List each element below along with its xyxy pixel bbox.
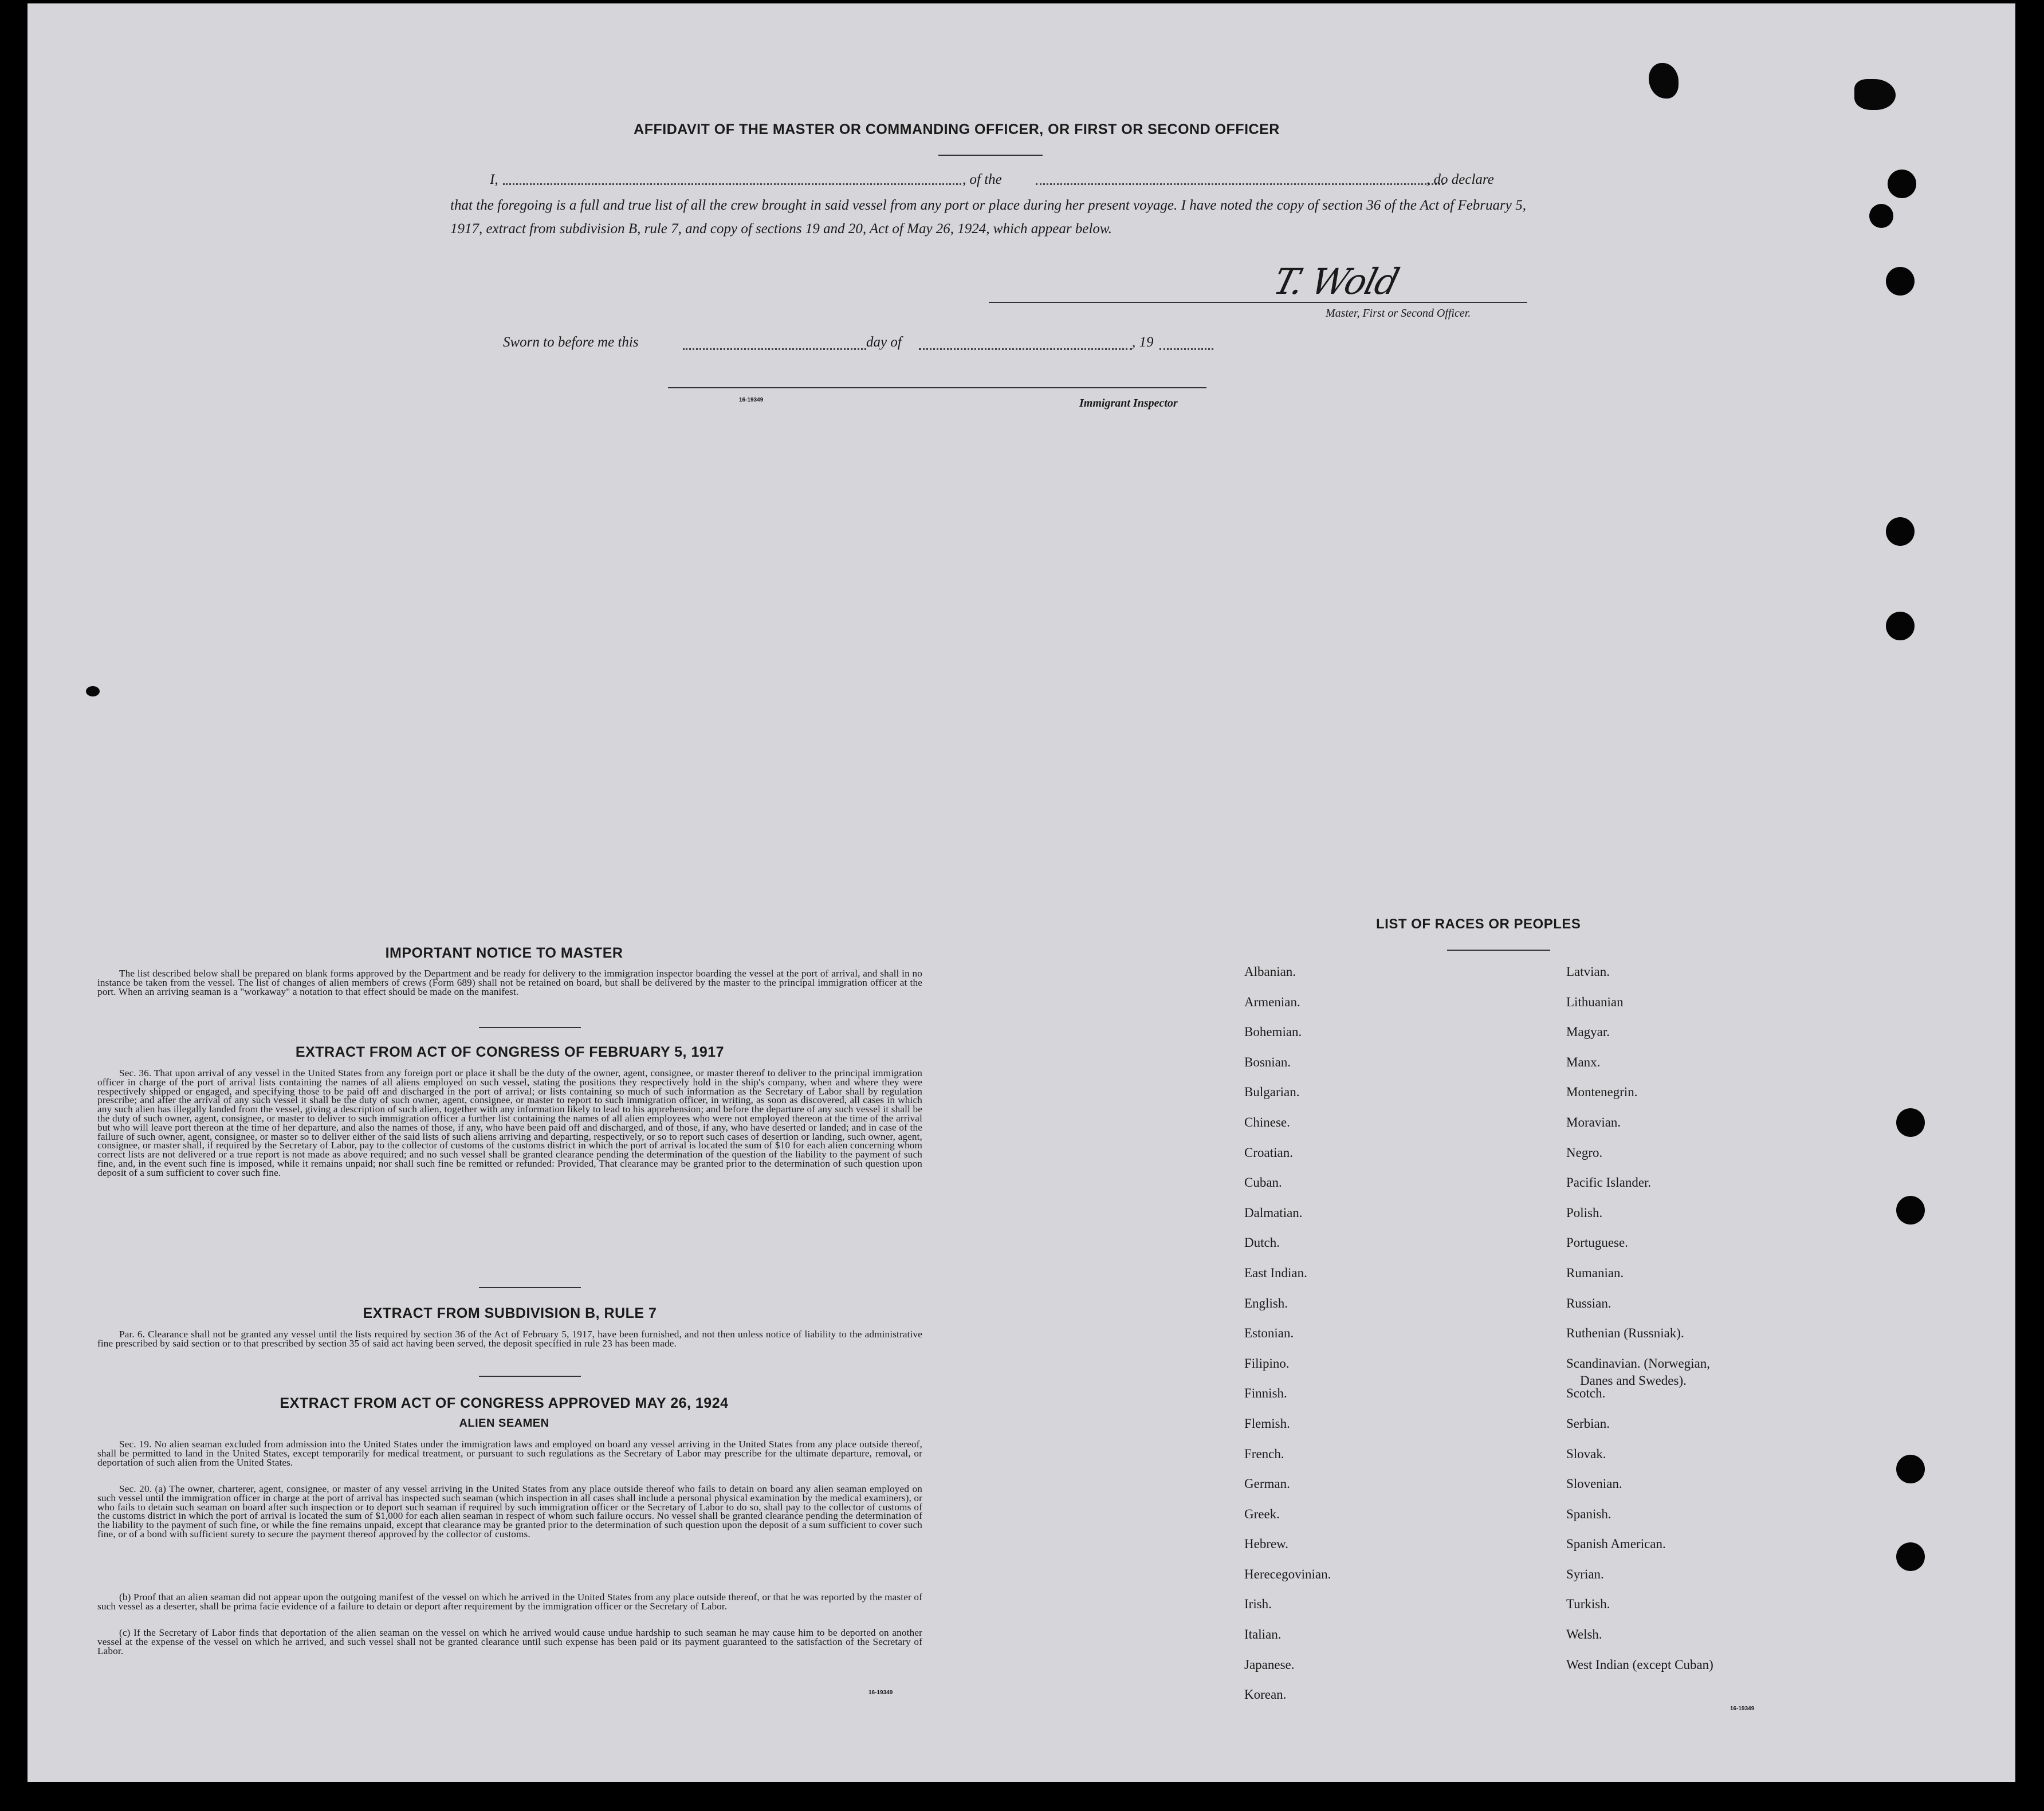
- extract-1924-title: EXTRACT FROM ACT OF CONGRESS APPROVED MAY 26, 1924: [280, 1395, 729, 1411]
- punch-hole: [1886, 612, 1915, 640]
- race-item: Albanian.: [1244, 964, 1296, 979]
- race-item: Finnish.: [1244, 1386, 1287, 1401]
- race-item: Japanese.: [1244, 1657, 1295, 1672]
- inspector-signature-line: [668, 387, 1206, 388]
- race-item: Negro.: [1566, 1145, 1603, 1160]
- name-field[interactable]: [503, 183, 961, 185]
- affidavit-form-number: 16-19349: [739, 397, 764, 403]
- notice-rule: [479, 1027, 581, 1028]
- races-right-column: [1566, 964, 1887, 1687]
- race-item: Syrian.: [1566, 1566, 1604, 1581]
- year-label: , 19: [1132, 334, 1154, 350]
- race-item: Portuguese.: [1566, 1235, 1628, 1250]
- race-item: Polish.: [1566, 1205, 1603, 1220]
- extract-form-number: 16-19349: [868, 1690, 893, 1696]
- sec20a-text: Sec. 20. (a) The owner, charterer, agent, consignee, or master of any vessel arriving in the United States from any place outside thereof who fails to detain on board any alien seaman employed on such vessel until the immigration officer in charge at the port of arrival has inspected such seaman (which inspection in all cases shall include a personal physical examination by the medical examiners), or who fails to detain such seaman on board after such inspection or to deport such seaman if required by such immigration officer or the Secretary of Labor to do so, shall pay to the collector of customs of the customs district in which the port of arrival is located the sum of $1,000 for each alien seaman in respect of whom such failure occurs. No vessel shall be granted clearance pending the determination of the liability to the payment of such fine, or while the fine remains unpaid, except that clearance may be granted prior to the determination of such question upon the deposit of a sum sufficient to cover such fine, or of a bond with sufficient surety to secure the payment thereof approved by the collector of customs.: [97, 1483, 922, 1540]
- race-item: Lithuanian: [1566, 994, 1624, 1009]
- races-left-column: [1244, 964, 1531, 1718]
- rule7-rule: [479, 1376, 581, 1377]
- affidavit-body: that the foregoing is a full and true list of all the crew brought in said vessel from any port or place during her present voyage. I have noted the copy of section 36 of the Act of February 5, 1917, extract from subdivision B, rule 7, and copy of sections 19 and 20, Act of May 26, 1924, which appear below.: [450, 198, 1526, 237]
- race-item: French.: [1244, 1446, 1284, 1461]
- alien-seamen-subtitle: ALIEN SEAMEN: [459, 1417, 549, 1430]
- punch-hole: [1886, 517, 1915, 546]
- title-rule: [938, 155, 1043, 156]
- race-item: Estonian.: [1244, 1326, 1294, 1341]
- sec20c-text: (c) If the Secretary of Labor finds that deportation of the alien seaman on the vessel on which he arrived would cause undue hardship to such seaman he may cause him to be deported on another vessel at the expense of the vessel on which he arrived, and such vessel shall not be granted clearance until such expense has been paid or its payment guaranteed to the satisfaction of the Secretary of Labor.: [97, 1627, 922, 1656]
- punch-hole: [1869, 204, 1893, 228]
- vessel-field[interactable]: [1036, 183, 1444, 185]
- race-item: Chinese.: [1244, 1115, 1290, 1129]
- race-item: Armenian.: [1244, 994, 1300, 1009]
- race-item: English.: [1244, 1296, 1288, 1310]
- signature-line: [989, 302, 1527, 303]
- master-signature: T. Wold: [1269, 261, 1403, 302]
- race-item: Bulgarian.: [1244, 1085, 1300, 1100]
- race-item: Hebrew.: [1244, 1537, 1289, 1552]
- race-item: East Indian.: [1244, 1265, 1307, 1280]
- race-item: Rumanian.: [1566, 1265, 1624, 1280]
- race-item: Cuban.: [1244, 1175, 1282, 1190]
- race-item: Montenegrin.: [1566, 1085, 1638, 1100]
- race-item: Irish.: [1244, 1597, 1272, 1612]
- races-title: LIST OF RACES OR PEOPLES: [1376, 916, 1581, 932]
- race-item: Spanish.: [1566, 1506, 1611, 1521]
- punch-hole: [1896, 1542, 1925, 1571]
- of-the-label: , of the: [962, 172, 1002, 187]
- race-item: Italian.: [1244, 1627, 1282, 1642]
- punch-hole: [1896, 1196, 1925, 1225]
- race-item: Pacific Islander.: [1566, 1175, 1652, 1190]
- race-item: Russian.: [1566, 1296, 1611, 1310]
- race-item: Spanish American.: [1566, 1537, 1666, 1552]
- punch-hole: [1896, 1455, 1925, 1483]
- sworn-year-field[interactable]: [1159, 348, 1213, 350]
- sec20b-text: (b) Proof that an alien seaman did not appear upon the outgoing manifest of the vessel on which he arrived in the United States from any place outside thereof, or that he was reported by the master of such vessel as a deserter, shall be prima facie evidence of a failure to detain or deport after requirement by the immigration officer or the Secretary of Labor.: [97, 1592, 922, 1612]
- notice-text: The list described below shall be prepared on blank forms approved by the Department and be ready for delivery to the immigration inspector boarding the vessel at the port of arrival, and shall in no instance be taken from the vessel. The list of changes of alien members of crews (Form 689) shall not be retained on board, but shall be delivered by the master to the principal immigration officer at the port. When an arriving seaman is a "workaway" a notation to that effect should be made on the manifest.: [97, 968, 922, 997]
- scandinavian-continuation: Danes and Swedes).: [1580, 1373, 1687, 1388]
- race-item: Herecegovinian.: [1244, 1566, 1331, 1581]
- sec19-text: Sec. 19. No alien seaman excluded from admission into the United States under the immigration laws and employed on board any vessel arriving in the United States from any place outside thereof, shall be permitted to land in the United States, except temporarily for medical treatment, or pursuant to such regulations as the Secretary of Labor may prescribe for the ultimate departure, removal, or deportation of such alien from the United States.: [97, 1439, 922, 1468]
- race-item: West Indian (except Cuban): [1566, 1657, 1713, 1672]
- races-rule: [1447, 950, 1550, 951]
- rule7-text: Par. 6. Clearance shall not be granted any vessel until the lists required by section 36 of the Act of February 5, 1917, have been furnished, and not then unless notice of liability to the administrative fine prescribed by said section or to that prescribed by section 35 of said act having been served, the deposit specified in rule 23 has been made.: [97, 1329, 922, 1349]
- race-item: Manx.: [1566, 1054, 1601, 1069]
- ink-dot: [86, 686, 100, 696]
- race-item: Scandinavian. (Norwegian,: [1566, 1356, 1711, 1371]
- race-item: Moravian.: [1566, 1115, 1621, 1129]
- race-item: Croatian.: [1244, 1145, 1293, 1160]
- race-item: Slovenian.: [1566, 1477, 1622, 1491]
- signature-caption: Master, First or Second Officer.: [1326, 307, 1471, 320]
- race-item: Latvian.: [1566, 964, 1610, 979]
- extract-1917-text: Sec. 36. That upon arrival of any vessel in the United States from any foreign port or place it shall be the duty of the owner, agent, consignee, or master thereof to deliver to the principal immigration officer in charge of the port of arrival lists containing the names of all aliens employed on such vessel, stating the positions they respectively hold in the ship's company, when and where they were respectively shipped or engaged, and specifying those to be paid off and discharged in the port of arrival; or lists containing so much of such information as the Secretary of Labor shall by regulation prescribe; and after the arrival of any such vessel it shall be the duty of such owner, agent, consignee, or master to report to such immigration officer, in writing, as soon as discovered, all cases in which any such alien has illegally landed from the vessel, giving a description of such alien, together with any information likely to lead to his apprehension; and before the departure of any such vessel it shall be the duty of such owner, agent, consignee, or master to deliver to such immigration officer a further list containing the names of all alien employees who were not employed thereon at the time of the arrival but who will leave port thereon at the time of her departure, and also the names of those, if any, who have been paid off and discharged, and of those, if any, who have deserted or landed; and in case of the failure of such owner, agent, consignee, or master so to deliver either of the said lists of such aliens arriving and departing, respectively, or so to report such cases of desertion or landing, such owner, agent, consignee, or master shall, if required by the Secretary of Labor, pay to the collector of customs of the customs district in which the port of arrival is located the sum of $10 for each alien concerning whom correct lists are not delivered or a true report is not made as above required; and no such vessel shall be granted clearance pending the determination of the question of the liability to the payment of such fine, and, in the event such fine is imposed, while it remains unpaid; nor shall such fine be remitted or refunded: Provided, That clearance may be granted prior to the determination of such question upon deposit of a sum sufficient to cover such fine.: [97, 1068, 922, 1178]
- rule7-title: EXTRACT FROM SUBDIVISION B, RULE 7: [363, 1305, 657, 1321]
- punch-hole: [1886, 267, 1915, 296]
- race-item: Dutch.: [1244, 1235, 1280, 1250]
- race-item: Magyar.: [1566, 1025, 1610, 1040]
- notice-title: IMPORTANT NOTICE TO MASTER: [385, 945, 623, 961]
- race-item: Korean.: [1244, 1687, 1287, 1702]
- race-item: Ruthenian (Russniak).: [1566, 1326, 1684, 1341]
- punch-hole: [1896, 1108, 1925, 1137]
- races-form-number: 16-19349: [1730, 1706, 1755, 1712]
- inspector-caption: Immigrant Inspector: [1079, 397, 1178, 410]
- sworn-label: Sworn to before me this: [503, 334, 639, 350]
- race-item: German.: [1244, 1477, 1290, 1491]
- extract-1917-title: EXTRACT FROM ACT OF CONGRESS OF FEBRUARY 5, 1917: [295, 1044, 725, 1060]
- race-item: Flemish.: [1244, 1416, 1290, 1431]
- affidavit-title: AFFIDAVIT OF THE MASTER OR COMMANDING OFFICER, OR FIRST OR SECOND OFFICER: [634, 121, 1280, 137]
- race-item: Bohemian.: [1244, 1025, 1302, 1040]
- do-declare-label: , do declare: [1426, 172, 1494, 187]
- race-item: Turkish.: [1566, 1597, 1610, 1612]
- race-item: Filipino.: [1244, 1356, 1290, 1371]
- sworn-date-field[interactable]: [683, 348, 866, 350]
- race-item: Dalmatian.: [1244, 1205, 1303, 1220]
- race-item: Slovak.: [1566, 1446, 1606, 1461]
- torn-corner-mark: [1854, 79, 1896, 110]
- day-of-label: day of: [866, 334, 902, 350]
- extract-1917-rule: [479, 1287, 581, 1288]
- race-item: Greek.: [1244, 1506, 1280, 1521]
- race-item: Welsh.: [1566, 1627, 1602, 1642]
- race-item: Serbian.: [1566, 1416, 1610, 1431]
- race-item: Scotch.: [1566, 1386, 1606, 1401]
- punch-hole: [1888, 170, 1916, 198]
- race-item: Bosnian.: [1244, 1054, 1291, 1069]
- i-label: I,: [490, 172, 498, 187]
- sworn-month-field[interactable]: [919, 348, 1132, 350]
